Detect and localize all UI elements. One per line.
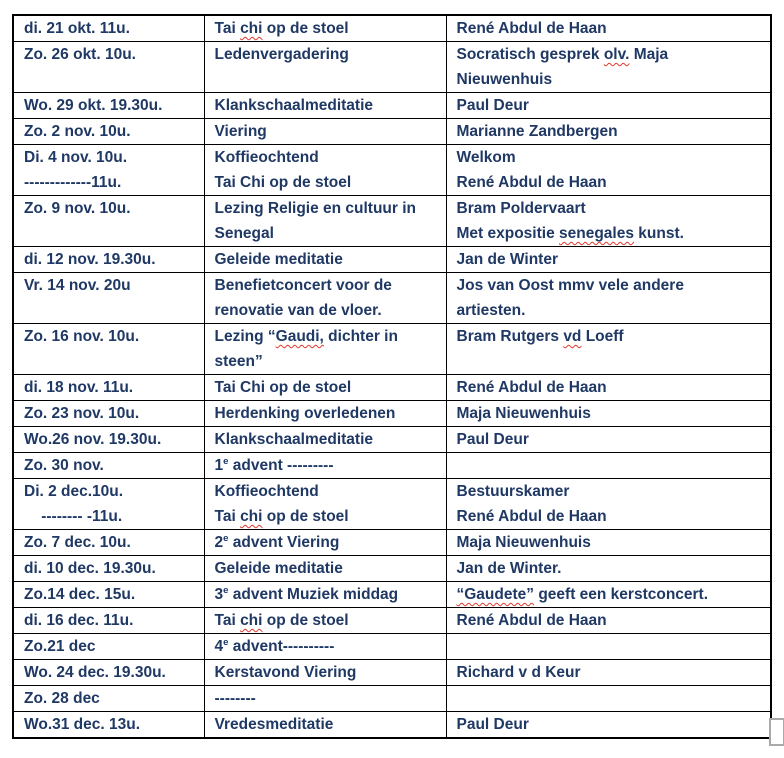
text-segment: Zo. 16 nov. 10u. [24, 328, 140, 345]
text-segment: Geleide meditatie [214, 560, 343, 577]
cell-line [215, 712, 442, 737]
misspelled-word: Gaudi, [275, 328, 324, 345]
date-cell[interactable] [13, 479, 204, 530]
date-cell[interactable] [13, 375, 204, 401]
cell-line [215, 349, 442, 374]
cell-line [457, 530, 767, 555]
table-row [13, 119, 771, 145]
event-cell[interactable] [204, 608, 446, 634]
cell-line [457, 145, 767, 170]
text-segment: Zo.14 dec. 15u. [24, 586, 136, 603]
event-cell[interactable] [204, 556, 446, 582]
date-cell[interactable] [13, 427, 204, 453]
date-cell[interactable] [13, 686, 204, 712]
text-segment: advent Muziek middag [228, 586, 399, 603]
cell-line [24, 119, 200, 144]
event-cell[interactable] [204, 93, 446, 119]
text-segment: Tai [214, 508, 241, 525]
person-cell[interactable] [446, 93, 771, 119]
cell-line [457, 660, 767, 685]
text-segment: artiesten. [456, 302, 526, 319]
text-segment: René Abdul de Haan [456, 20, 607, 37]
cell-line [215, 93, 442, 118]
superscript-text: e [223, 584, 229, 596]
table-row [13, 145, 771, 196]
person-cell[interactable] [446, 660, 771, 686]
superscript-text: e [223, 636, 229, 648]
cell-line [215, 298, 442, 323]
text-segment: Herdenking overledenen [214, 405, 396, 422]
text-segment: Zo. 26 okt. 10u. [24, 46, 136, 63]
cell-line [215, 634, 442, 659]
text-segment: Bram Poldervaart [456, 200, 586, 217]
person-cell[interactable] [446, 375, 771, 401]
text-segment: advent --------- [228, 457, 334, 474]
date-cell[interactable] [13, 712, 204, 739]
cell-line [215, 16, 442, 41]
text-segment: Jos van Oost mmv vele andere [456, 277, 684, 294]
text-segment: Zo. 30 nov. [24, 457, 104, 474]
date-cell[interactable] [13, 15, 204, 42]
text-segment: Wo. 24 dec. 19.30u. [24, 664, 166, 681]
cell-line [24, 247, 200, 272]
text-segment: advent---------- [228, 638, 335, 655]
event-cell[interactable] [204, 119, 446, 145]
date-cell[interactable] [13, 634, 204, 660]
event-cell[interactable] [204, 273, 446, 324]
text-segment: Zo.21 dec [24, 638, 96, 655]
text-segment: René Abdul de Haan [456, 379, 607, 396]
cell-line [24, 530, 200, 555]
text-segment: advent Viering [228, 534, 340, 551]
text-segment: René Abdul de Haan [456, 508, 607, 525]
date-cell[interactable] [13, 556, 204, 582]
person-cell[interactable] [446, 196, 771, 247]
table-row [13, 273, 771, 324]
event-cell[interactable] [204, 401, 446, 427]
cell-line [457, 221, 767, 246]
misspelled-word: “Gaudete” [456, 586, 535, 603]
event-cell[interactable] [204, 712, 446, 739]
table-row [13, 608, 771, 634]
event-cell[interactable] [204, 660, 446, 686]
text-segment: Ledenvergadering [214, 46, 349, 63]
cell-line [457, 556, 767, 581]
cell-line [215, 556, 442, 581]
text-segment: di. 21 okt. 11u. [24, 20, 130, 37]
cell-line [24, 660, 200, 685]
cell-line [24, 453, 200, 478]
person-cell[interactable] [446, 324, 771, 375]
text-segment: Lezing “ [214, 328, 276, 345]
cell-line [24, 634, 200, 659]
cell-line [24, 42, 200, 67]
person-cell[interactable] [446, 145, 771, 196]
person-cell[interactable] [446, 530, 771, 556]
cell-line [457, 93, 767, 118]
table-row [13, 401, 771, 427]
cell-line [24, 324, 200, 349]
cell-line [24, 582, 200, 607]
misspelled-word: olv. [603, 46, 630, 63]
date-cell[interactable] [13, 273, 204, 324]
cell-line [215, 273, 442, 298]
event-cell[interactable] [204, 582, 446, 608]
text-segment: Nieuwenhuis [456, 71, 553, 88]
cell-line [457, 427, 767, 452]
text-segment: René Abdul de Haan [456, 174, 607, 191]
cell-line [457, 401, 767, 426]
cell-line [457, 119, 767, 144]
date-cell[interactable] [13, 608, 204, 634]
text-segment: kunst. [633, 225, 684, 242]
cell-line [215, 401, 442, 426]
misspelled-word: senegales [559, 225, 634, 242]
cell-line [457, 42, 767, 67]
resize-handle[interactable] [769, 718, 784, 746]
table-row [13, 530, 771, 556]
table-row [13, 15, 771, 42]
text-segment: Tai [214, 612, 241, 629]
cell-line [24, 170, 200, 195]
table-row [13, 660, 771, 686]
text-segment: Lezing Religie en cultuur in [214, 200, 417, 217]
cell-line [24, 401, 200, 426]
event-cell[interactable] [204, 634, 446, 660]
text-segment: 3 [214, 586, 224, 603]
text-segment: Loeff [581, 328, 624, 345]
superscript-text: e [223, 455, 229, 467]
cell-line [457, 170, 767, 195]
text-segment: Senegal [214, 225, 274, 242]
date-cell[interactable] [13, 453, 204, 479]
event-cell[interactable] [204, 145, 446, 196]
text-segment: Viering [214, 123, 267, 140]
event-cell[interactable] [204, 247, 446, 273]
date-cell[interactable] [13, 93, 204, 119]
date-cell[interactable] [13, 401, 204, 427]
person-cell[interactable] [446, 556, 771, 582]
event-cell[interactable] [204, 324, 446, 375]
cell-line [215, 504, 442, 529]
table-row [13, 324, 771, 375]
table-row [13, 42, 771, 93]
person-cell[interactable] [446, 582, 771, 608]
cell-line [215, 196, 442, 221]
cell-line [215, 247, 442, 272]
text-segment: di. 16 dec. 11u. [24, 612, 134, 629]
person-cell[interactable] [446, 712, 771, 739]
text-segment: Paul Deur [456, 97, 529, 114]
event-cell[interactable] [204, 15, 446, 42]
text-segment: Jan de Winter. [456, 560, 562, 577]
cell-line [215, 145, 442, 170]
misspelled-word: chi [240, 20, 263, 37]
person-cell[interactable] [446, 247, 771, 273]
event-cell[interactable] [204, 530, 446, 556]
cell-line [457, 324, 767, 349]
text-segment: Zo. 28 dec [24, 690, 100, 707]
cell-line [24, 608, 200, 633]
text-segment: Di. 4 nov. 10u. [24, 149, 128, 166]
superscript-text: e [223, 532, 229, 544]
text-segment: Paul Deur [456, 716, 529, 733]
cell-line [24, 273, 200, 298]
text-segment: Tai [214, 20, 241, 37]
text-segment: Wo. 29 okt. 19.30u. [24, 97, 163, 114]
cell-line [24, 504, 200, 529]
event-cell[interactable] [204, 427, 446, 453]
person-cell[interactable] [446, 427, 771, 453]
person-cell[interactable] [446, 634, 771, 660]
event-cell[interactable] [204, 479, 446, 530]
misspelled-word: chi [240, 508, 263, 525]
cell-line [215, 686, 442, 711]
cell-line [457, 196, 767, 221]
text-segment: -------- [214, 690, 256, 707]
cell-line [24, 93, 200, 118]
cell-line [24, 686, 200, 711]
cell-line [215, 170, 442, 195]
cell-line [457, 273, 767, 298]
date-cell[interactable] [13, 530, 204, 556]
text-segment: Socratisch gesprek [456, 46, 604, 63]
person-cell[interactable] [446, 686, 771, 712]
table-row [13, 427, 771, 453]
text-segment: Zo. 9 nov. 10u. [24, 200, 131, 217]
text-segment: Kerstavond Viering [214, 664, 357, 681]
text-segment: di. 18 nov. 11u. [24, 379, 134, 396]
table-row [13, 247, 771, 273]
misspelled-word: vd [563, 328, 582, 345]
cell-line [215, 221, 442, 246]
cell-line [24, 145, 200, 170]
text-segment: 1 [214, 457, 224, 474]
text-segment: Tai Chi op de stoel [214, 174, 352, 191]
cell-line [457, 582, 767, 607]
table-row [13, 479, 771, 530]
person-cell[interactable] [446, 401, 771, 427]
cell-line [24, 196, 200, 221]
date-cell[interactable] [13, 324, 204, 375]
person-cell[interactable] [446, 608, 771, 634]
text-segment: Zo. 2 nov. 10u. [24, 123, 131, 140]
text-segment: Vr. 14 nov. 20u [24, 277, 131, 294]
event-cell[interactable] [204, 375, 446, 401]
text-segment: Geleide meditatie [214, 251, 343, 268]
date-cell[interactable] [13, 119, 204, 145]
cell-line [215, 582, 442, 607]
person-cell[interactable] [446, 42, 771, 93]
cell-line [457, 298, 767, 323]
cell-line [457, 247, 767, 272]
cell-line [457, 712, 767, 737]
person-cell[interactable] [446, 479, 771, 530]
misspelled-word: chi [240, 612, 263, 629]
text-segment: Zo. 23 nov. 10u. [24, 405, 140, 422]
event-cell[interactable] [204, 42, 446, 93]
text-segment: Bram Rutgers [456, 328, 564, 345]
table-row [13, 686, 771, 712]
date-cell[interactable] [13, 247, 204, 273]
text-segment: Maja Nieuwenhuis [456, 405, 591, 422]
event-cell[interactable] [204, 196, 446, 247]
text-segment: -------------11u. [24, 174, 122, 191]
text-segment: Klankschaalmeditatie [214, 97, 374, 114]
table-row [13, 634, 771, 660]
text-segment: Jan de Winter [456, 251, 558, 268]
text-segment: Bestuurskamer [456, 483, 570, 500]
text-segment: Richard v d Keur [456, 664, 581, 681]
text-segment: di. 10 dec. 19.30u. [24, 560, 156, 577]
cell-line [24, 427, 200, 452]
date-cell[interactable] [13, 660, 204, 686]
cell-line [215, 42, 442, 67]
text-segment: Maja [629, 46, 669, 63]
person-cell[interactable] [446, 273, 771, 324]
table-row [13, 196, 771, 247]
table-row [13, 453, 771, 479]
cell-line [24, 16, 200, 41]
text-segment: Vredesmeditatie [214, 716, 334, 733]
text-segment: -------- -11u. [24, 508, 123, 525]
table-row [13, 93, 771, 119]
person-cell[interactable] [446, 119, 771, 145]
person-cell[interactable] [446, 453, 771, 479]
event-cell[interactable] [204, 453, 446, 479]
date-cell[interactable] [13, 582, 204, 608]
event-cell[interactable] [204, 686, 446, 712]
text-segment: 2 [214, 534, 224, 551]
text-segment: Zo. 7 dec. 10u. [24, 534, 131, 551]
cell-line [24, 556, 200, 581]
schedule-table [12, 14, 772, 739]
text-segment: steen” [214, 353, 263, 370]
text-segment: Tai Chi op de stoel [214, 379, 352, 396]
text-segment: René Abdul de Haan [456, 612, 607, 629]
cell-line [215, 530, 442, 555]
text-segment: Benefietconcert voor de [214, 277, 392, 294]
cell-line [457, 67, 767, 92]
cell-line [215, 324, 442, 349]
cell-line [24, 712, 200, 737]
cell-line [215, 427, 442, 452]
text-segment: Wo.26 nov. 19.30u. [24, 431, 162, 448]
cell-line [215, 479, 442, 504]
cell-line [215, 608, 442, 633]
text-segment: Met expositie [456, 225, 559, 242]
person-cell[interactable] [446, 15, 771, 42]
cell-line [457, 608, 767, 633]
text-segment: Klankschaalmeditatie [214, 431, 374, 448]
cell-line [457, 375, 767, 400]
text-segment: Koffieochtend [214, 149, 319, 166]
table-row [13, 712, 771, 739]
text-segment: op de stoel [262, 508, 349, 525]
text-segment: di. 12 nov. 19.30u. [24, 251, 156, 268]
text-segment: renovatie van de vloer. [214, 302, 382, 319]
text-segment: Welkom [456, 149, 516, 166]
text-segment: geeft een kerstconcert. [534, 586, 709, 603]
date-cell[interactable] [13, 42, 204, 93]
cell-line [457, 504, 767, 529]
table-row [13, 556, 771, 582]
text-segment: Wo.31 dec. 13u. [24, 716, 141, 733]
text-segment: op de stoel [262, 20, 349, 37]
cell-line [215, 375, 442, 400]
text-segment: dichter in [323, 328, 398, 345]
cell-line [215, 119, 442, 144]
cell-line [24, 375, 200, 400]
text-segment: Di. 2 dec.10u. [24, 483, 124, 500]
cell-line [457, 479, 767, 504]
text-segment: Paul Deur [456, 431, 529, 448]
text-segment: Koffieochtend [214, 483, 319, 500]
text-segment: Marianne Zandbergen [456, 123, 618, 140]
table-row [13, 375, 771, 401]
date-cell[interactable] [13, 145, 204, 196]
cell-line [215, 660, 442, 685]
cell-line [457, 16, 767, 41]
text-segment: 4 [214, 638, 224, 655]
cell-line [215, 453, 442, 478]
text-segment: Maja Nieuwenhuis [456, 534, 591, 551]
table-row [13, 582, 771, 608]
cell-line [24, 479, 200, 504]
date-cell[interactable] [13, 196, 204, 247]
text-segment: op de stoel [262, 612, 349, 629]
